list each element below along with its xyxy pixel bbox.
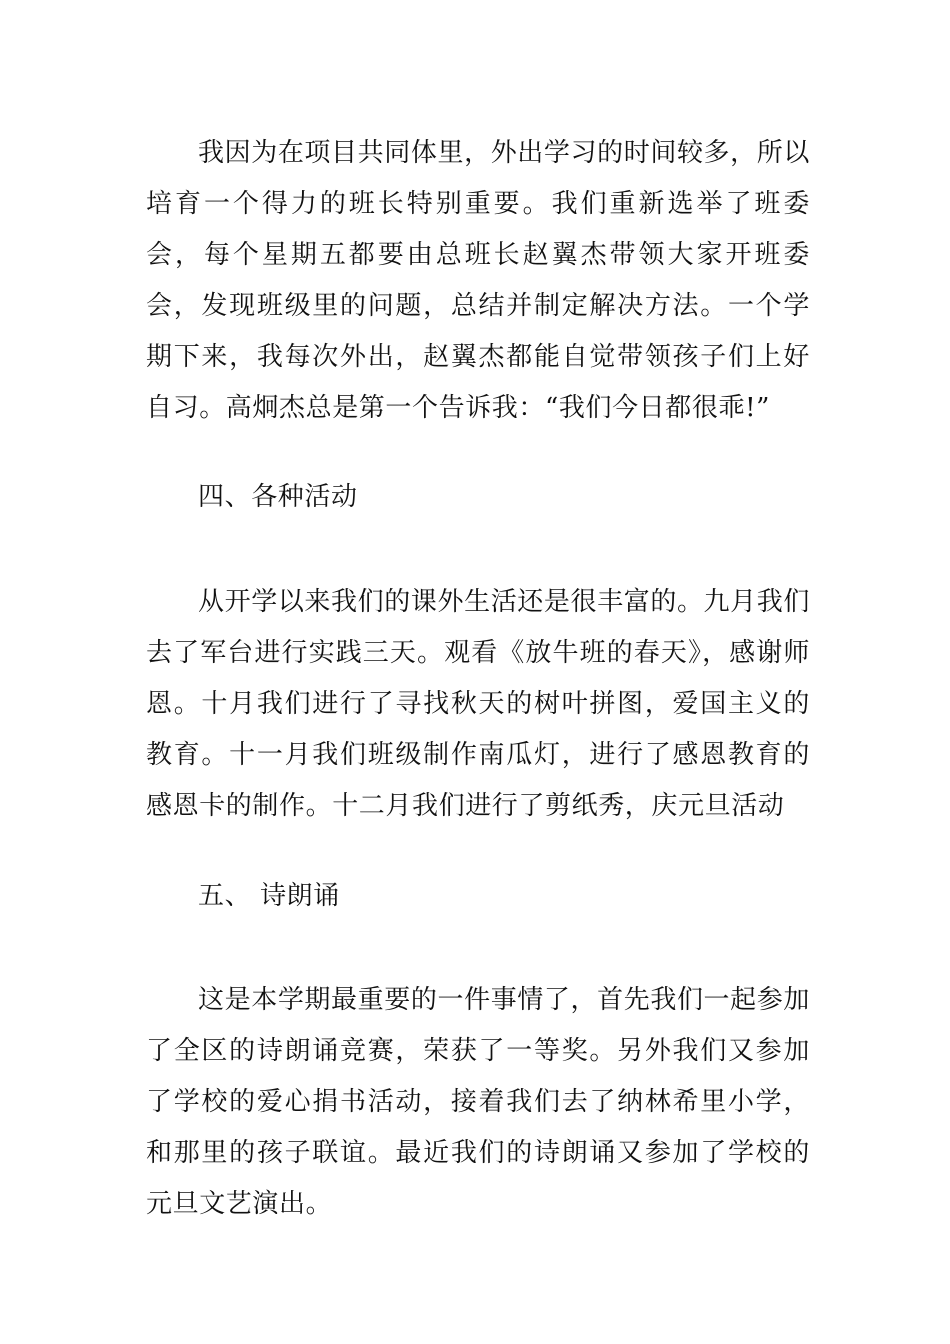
section-heading-activities: 四、各种活动 <box>198 482 358 512</box>
paragraph-class-monitor: 我因为在项目共同体里，外出学习的时间较多，所以培育一个得力的班长特别重要。我们重新选举了班委会，每个星期五都要由总班长赵翼杰带领大家开班委会，发现班级里的问题，总结并制定解决方法。一个学期下来，我每次外出，赵翼杰都能自觉带领孩子们上好自习。高炯杰总是第一个告诉我：“我们今日都很乖!” <box>146 138 810 423</box>
paragraph-poetry-recitation: 这是本学期最重要的一件事情了，首先我们一起参加了全区的诗朗诵竞赛，荣获了一等奖。另外我们又参加了学校的爱心捐书活动，接着我们去了纳林希里小学，和那里的孩子联谊。最近我们的诗朗诵又参加了学校的元旦文艺演出。 <box>146 985 810 1219</box>
section-heading-poetry-recitation: 五、 诗朗诵 <box>198 881 340 911</box>
paragraph-activities: 从开学以来我们的课外生活还是很丰富的。九月我们去了军台进行实践三天。观看《放牛班的春天》，感谢师恩。十月我们进行了寻找秋天的树叶拼图，爱国主义的教育。十一月我们班级制作南瓜灯，进行了感恩教育的感恩卡的制作。十二月我们进行了剪纸秀，庆元旦活动 <box>146 587 810 821</box>
